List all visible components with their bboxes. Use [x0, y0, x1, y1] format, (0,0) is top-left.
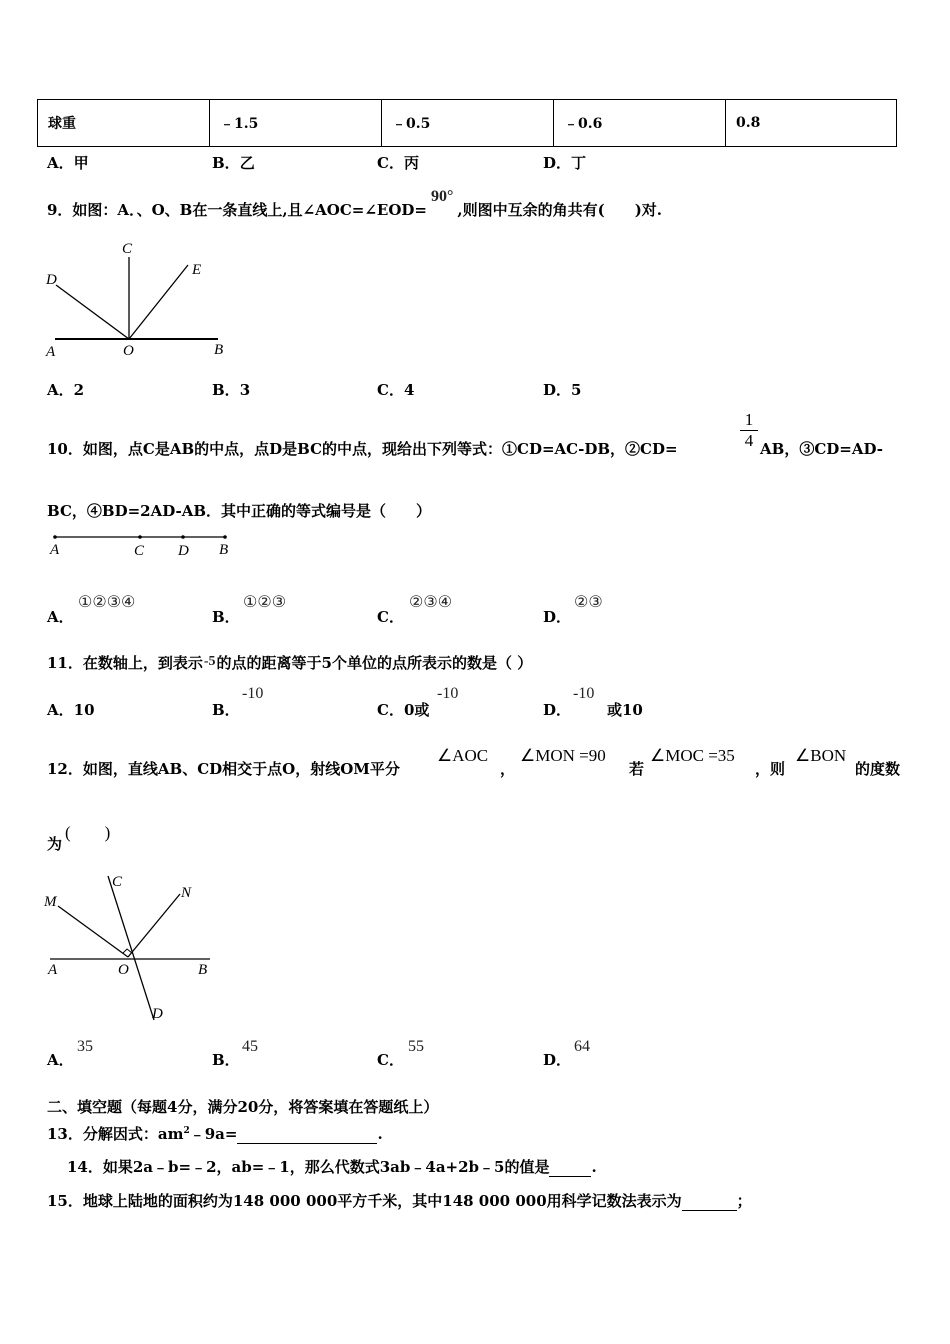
- option-letter: D．: [543, 701, 572, 719]
- table-cell: 球重: [38, 100, 210, 146]
- option-formula: 55: [408, 1038, 424, 1055]
- q10-figure: [45, 528, 240, 560]
- answer-blank[interactable]: [237, 1142, 377, 1144]
- stem-text: 的点的距离等于5个单位的点所表示的数是（ ）: [216, 654, 533, 672]
- q12-option-a[interactable]: [47, 1049, 74, 1070]
- option-text: 甲: [73, 154, 89, 172]
- option-letter: A．: [47, 701, 74, 719]
- option-letter: D．: [543, 1051, 572, 1069]
- q9-stem: [47, 188, 663, 220]
- point-a: [53, 535, 57, 539]
- option-formula: 45: [242, 1038, 258, 1055]
- q8-option-a[interactable]: [47, 152, 89, 173]
- ray-on: [128, 894, 180, 957]
- option-formula: -10: [573, 685, 595, 702]
- option-letter: C．: [377, 381, 404, 399]
- label-b: B: [219, 542, 229, 558]
- answer-blank[interactable]: [682, 1209, 737, 1211]
- table-cell: 0.8: [736, 115, 761, 131]
- option-formula: -10: [437, 685, 459, 702]
- fraction-denominator: 4: [740, 430, 758, 451]
- fraction: [740, 410, 758, 451]
- option-formula: ②③: [574, 594, 603, 611]
- option-letter: C．: [377, 701, 404, 719]
- formula: -5: [203, 654, 216, 669]
- option-letter: A．: [47, 1051, 74, 1069]
- q12-option-c[interactable]: [377, 1049, 404, 1070]
- stem-text: ；: [736, 1192, 752, 1210]
- fraction-numerator: 1: [744, 410, 754, 429]
- q10-stem: [47, 438, 678, 459]
- point-d: [181, 535, 185, 539]
- option-formula: -10: [242, 685, 264, 702]
- formula: ∠MON =90: [520, 746, 606, 765]
- option-letter: A．: [47, 154, 74, 172]
- q11-option-d[interactable]: [543, 699, 571, 720]
- option-letter: B．: [212, 701, 240, 719]
- label-c: C: [112, 874, 123, 890]
- option-letter: D．: [543, 381, 572, 399]
- option-letter: A．: [47, 608, 74, 626]
- q9-option-c[interactable]: [377, 379, 414, 400]
- label-d: D: [178, 543, 189, 559]
- q12-option-d[interactable]: [543, 1049, 571, 1070]
- stem-text: 15．地球上陆地的面积约为148 000 000平方千米，其中148 000 000用科学记数法表示为: [47, 1192, 682, 1210]
- option-text: 丁: [571, 154, 587, 172]
- formula: ∠MOC =35: [650, 746, 735, 765]
- option-text: 0或: [403, 701, 430, 719]
- q11-option-b[interactable]: [212, 699, 240, 720]
- point-b: [223, 535, 227, 539]
- q8-option-d[interactable]: [543, 152, 586, 173]
- option-letter: C．: [377, 154, 404, 172]
- option-text: 3: [239, 381, 251, 399]
- option-letter: D．: [543, 608, 572, 626]
- q12-option-b[interactable]: [212, 1049, 240, 1070]
- option-text: 或10: [607, 701, 643, 719]
- label-e: E: [192, 262, 202, 278]
- stem-text: 11．在数轴上，到表示: [47, 654, 203, 672]
- q11-option-c[interactable]: [377, 699, 429, 720]
- option-text: 丙: [403, 154, 419, 172]
- label-a: A: [50, 542, 60, 558]
- label-a: A: [46, 344, 56, 360]
- label-d: D: [152, 1006, 163, 1022]
- ray-oe: [129, 265, 188, 339]
- label-a: A: [48, 962, 58, 978]
- q11-stem: [47, 652, 532, 673]
- stem-text: ，则: [755, 760, 786, 778]
- option-formula: ①②③: [243, 594, 287, 611]
- formula: ∠BON: [795, 746, 847, 765]
- q10-stem-post: AB，③CD=AD-: [760, 440, 883, 458]
- table-cell: ﹣0.5: [382, 100, 554, 146]
- formula: 90°: [430, 188, 454, 205]
- q13: [47, 1123, 383, 1144]
- q10-option-d[interactable]: [543, 606, 571, 627]
- q9-option-b[interactable]: [212, 379, 250, 400]
- q9-option-a[interactable]: [47, 379, 84, 400]
- point-c: [138, 535, 142, 539]
- label-o: O: [123, 343, 134, 359]
- label-n: N: [181, 885, 192, 901]
- q9-option-d[interactable]: [543, 379, 581, 400]
- label-b: B: [198, 962, 208, 978]
- option-formula: 64: [574, 1038, 590, 1055]
- stem-text: 13．分解因式：am: [47, 1125, 184, 1143]
- stem-text: 14．如果2a﹣b=﹣2，ab=﹣1，那么代数式3ab﹣4a+2b﹣5的值是: [67, 1158, 550, 1176]
- stem-text: 10．如图，点C是AB的中点，点D是BC的中点，现给出下列等式：①CD=AC-DB，②CD=: [47, 440, 678, 458]
- right-angle-mark: [123, 949, 132, 953]
- option-letter: B．: [212, 381, 240, 399]
- stem-text: 的度数: [855, 760, 901, 778]
- option-text: 乙: [239, 154, 255, 172]
- option-letter: B．: [212, 1051, 240, 1069]
- stem-text: ,则图中互余的角共有( )对.: [457, 201, 663, 219]
- label-c: C: [122, 241, 133, 257]
- q15: [47, 1190, 752, 1211]
- option-letter: D．: [543, 154, 572, 172]
- q11-option-a[interactable]: [47, 699, 95, 720]
- ray-om: [58, 906, 128, 957]
- label-b: B: [214, 342, 224, 358]
- stem-text: .: [377, 1125, 383, 1143]
- ray-od: [56, 285, 129, 339]
- q8-option-c[interactable]: [377, 152, 419, 173]
- label-m: M: [44, 894, 57, 910]
- q12-stem: 12．如图，直线AB、CD相交于点O，射线OM平分: [47, 760, 400, 778]
- table-cell: ﹣0.6: [554, 100, 726, 146]
- q14: [67, 1156, 597, 1177]
- section-heading: 二、填空题（每题4分，满分20分，将答案填在答题纸上）: [47, 1098, 439, 1116]
- q9-figure: [40, 235, 240, 360]
- formula: ∠AOC: [437, 746, 489, 765]
- option-formula: ①②③④: [78, 594, 136, 611]
- stem-text: 若: [629, 760, 645, 778]
- stem-text: 为: [47, 835, 63, 853]
- answer-paren: ( ): [65, 823, 111, 842]
- option-letter: A．: [47, 381, 74, 399]
- option-formula: ②③④: [409, 594, 453, 611]
- option-text: 10: [73, 701, 95, 719]
- q10-option-c[interactable]: [377, 606, 404, 627]
- option-letter: C．: [377, 608, 404, 626]
- option-text: 4: [403, 381, 415, 399]
- label-c: C: [134, 543, 145, 559]
- answer-blank[interactable]: [549, 1175, 591, 1177]
- stem-text: ﹣9a=: [189, 1125, 238, 1143]
- stem-text: 9．如图：A．、O、B在一条直线上,且∠AOC=∠EOD=: [47, 201, 427, 219]
- superscript: 2: [183, 1126, 190, 1136]
- stem-text: .: [591, 1158, 597, 1176]
- option-letter: C．: [377, 1051, 404, 1069]
- option-formula: 35: [77, 1038, 93, 1055]
- stem-text: ，: [500, 760, 516, 778]
- data-table: [37, 99, 897, 147]
- option-letter: B．: [212, 608, 240, 626]
- q10-option-a[interactable]: [47, 606, 74, 627]
- q10-option-b[interactable]: [212, 606, 240, 627]
- label-d: D: [46, 272, 57, 288]
- label-o: O: [118, 962, 129, 978]
- option-text: 5: [571, 381, 582, 399]
- q12-figure: [40, 868, 220, 1028]
- option-letter: B．: [212, 154, 240, 172]
- q10-stem-line2: BC，④BD=2AD-AB．其中正确的等式编号是（ ）: [47, 502, 432, 520]
- option-text: 2: [73, 381, 85, 399]
- table-cell: ﹣1.5: [210, 100, 382, 146]
- q8-option-b[interactable]: [212, 152, 255, 173]
